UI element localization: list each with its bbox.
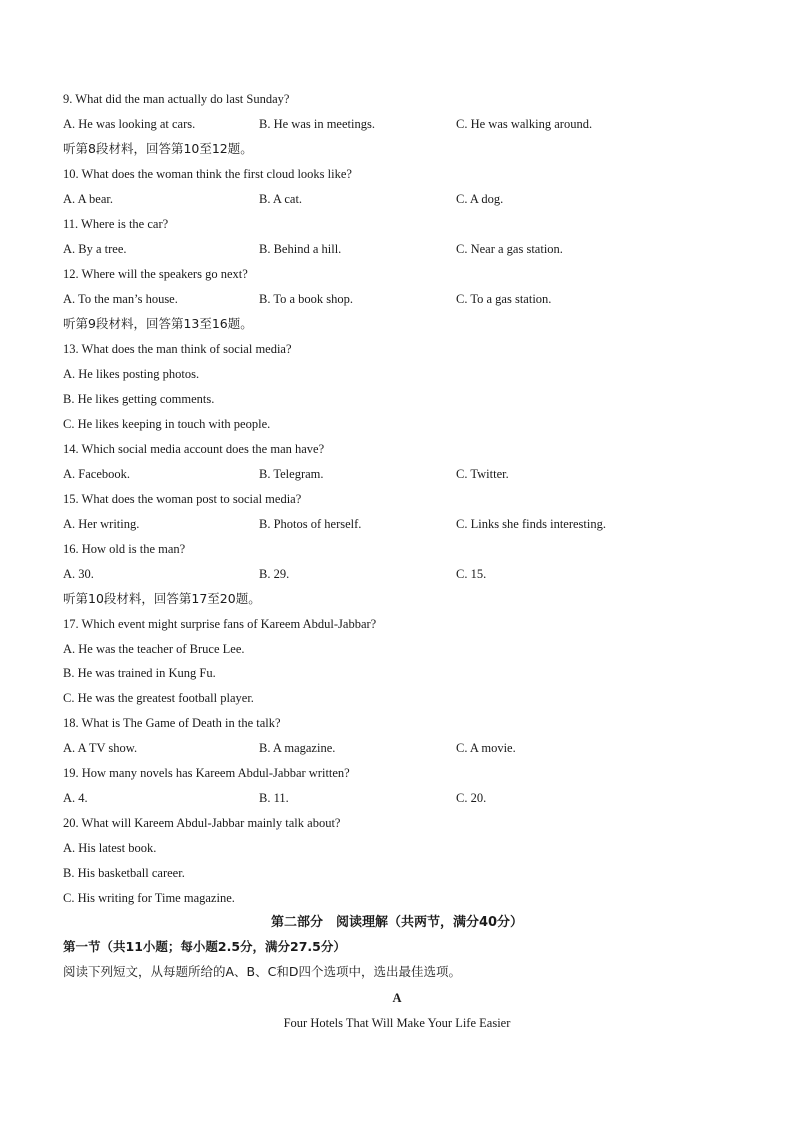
question-16-option-c: C. 15. <box>456 567 487 581</box>
question-13-option-b: B. He likes getting comments. <box>63 392 215 406</box>
question-15-option-b: B. Photos of herself. <box>259 517 362 531</box>
question-13-option-c: C. He likes keeping in touch with people. <box>63 417 271 431</box>
question-11-option-c: C. Near a gas station. <box>456 242 563 256</box>
question-9-option-a: A. He was looking at cars. <box>63 117 196 131</box>
question-20-option-b: B. His basketball career. <box>63 866 185 880</box>
question-13-stem: 13. What does the man think of social media? <box>63 342 292 356</box>
question-16-option-b: B. 29. <box>259 567 290 581</box>
passage-letter: A <box>392 991 402 1005</box>
question-14-stem: 14. Which social media account does the man have? <box>63 442 325 456</box>
question-11-option-b: B. Behind a hill. <box>259 242 342 256</box>
question-10-stem: 10. What does the woman think the first cloud looks like? <box>63 167 352 181</box>
question-15-option-a: A. Her writing. <box>63 517 140 531</box>
question-15-option-c: C. Links she finds interesting. <box>456 517 606 531</box>
question-20-option-c: C. His writing for Time magazine. <box>63 891 235 905</box>
question-16-stem: 16. How old is the man? <box>63 542 186 556</box>
question-9-option-c: C. He was walking around. <box>456 117 593 131</box>
part2-title: 第二部分 阅读理解（共两节，满分40分） <box>270 915 524 930</box>
question-12-stem: 12. Where will the speakers go next? <box>63 267 248 281</box>
question-11-stem: 11. Where is the car? <box>63 217 169 231</box>
question-17-option-b: B. He was trained in Kung Fu. <box>63 666 216 680</box>
section-heading-8: 听第8段材料，回答第10至12题。 <box>63 141 253 156</box>
question-9-stem: 9. What did the man actually do last Sunday? <box>63 92 290 106</box>
question-18-option-c: C. A movie. <box>456 741 516 755</box>
question-17-option-a: A. He was the teacher of Bruce Lee. <box>63 642 245 656</box>
question-14-option-a: A. Facebook. <box>63 467 130 481</box>
part2-section1-heading: 第一节（共11小题；每小题2.5分，满分27.5分） <box>63 939 346 954</box>
question-19-option-a: A. 4. <box>63 791 88 805</box>
question-18-option-b: B. A magazine. <box>259 741 336 755</box>
part2-instruction: 阅读下列短文，从每题所给的A、B、C和D四个选项中，选出最佳选项。 <box>63 964 461 979</box>
question-11-option-a: A. By a tree. <box>63 242 127 256</box>
question-9-option-b: B. He was in meetings. <box>259 117 375 131</box>
question-19-stem: 19. How many novels has Kareem Abdul-Jabbar written? <box>63 766 350 780</box>
question-17-option-c: C. He was the greatest football player. <box>63 691 254 705</box>
question-15-stem: 15. What does the woman post to social media? <box>63 492 302 506</box>
question-18-stem: 18. What is The Game of Death in the talk? <box>63 716 281 730</box>
question-19-option-b: B. 11. <box>259 791 289 805</box>
question-12-option-a: A. To the man’s house. <box>63 292 178 306</box>
question-12-option-b: B. To a book shop. <box>259 292 354 306</box>
question-14-option-b: B. Telegram. <box>259 467 324 481</box>
question-17-stem: 17. Which event might surprise fans of Kareem Abdul-Jabbar? <box>63 617 377 631</box>
question-19-option-c: C. 20. <box>456 791 487 805</box>
section-heading-9: 听第9段材料，回答第13至16题。 <box>63 316 253 331</box>
question-12-option-c: C. To a gas station. <box>456 292 552 306</box>
question-14-option-c: C. Twitter. <box>456 467 509 481</box>
question-13-option-a: A. He likes posting photos. <box>63 367 200 381</box>
question-10-option-a: A. A bear. <box>63 192 113 206</box>
question-20-stem: 20. What will Kareem Abdul-Jabbar mainly talk about? <box>63 816 341 830</box>
question-10-option-c: C. A dog. <box>456 192 504 206</box>
section-heading-10: 听第10段材料，回答第17至20题。 <box>63 591 261 606</box>
question-10-option-b: B. A cat. <box>259 192 303 206</box>
question-20-option-a: A. His latest book. <box>63 841 157 855</box>
question-16-option-a: A. 30. <box>63 567 94 581</box>
passage-title: Four Hotels That Will Make Your Life Easier <box>283 1016 511 1030</box>
question-18-option-a: A. A TV show. <box>63 741 138 755</box>
